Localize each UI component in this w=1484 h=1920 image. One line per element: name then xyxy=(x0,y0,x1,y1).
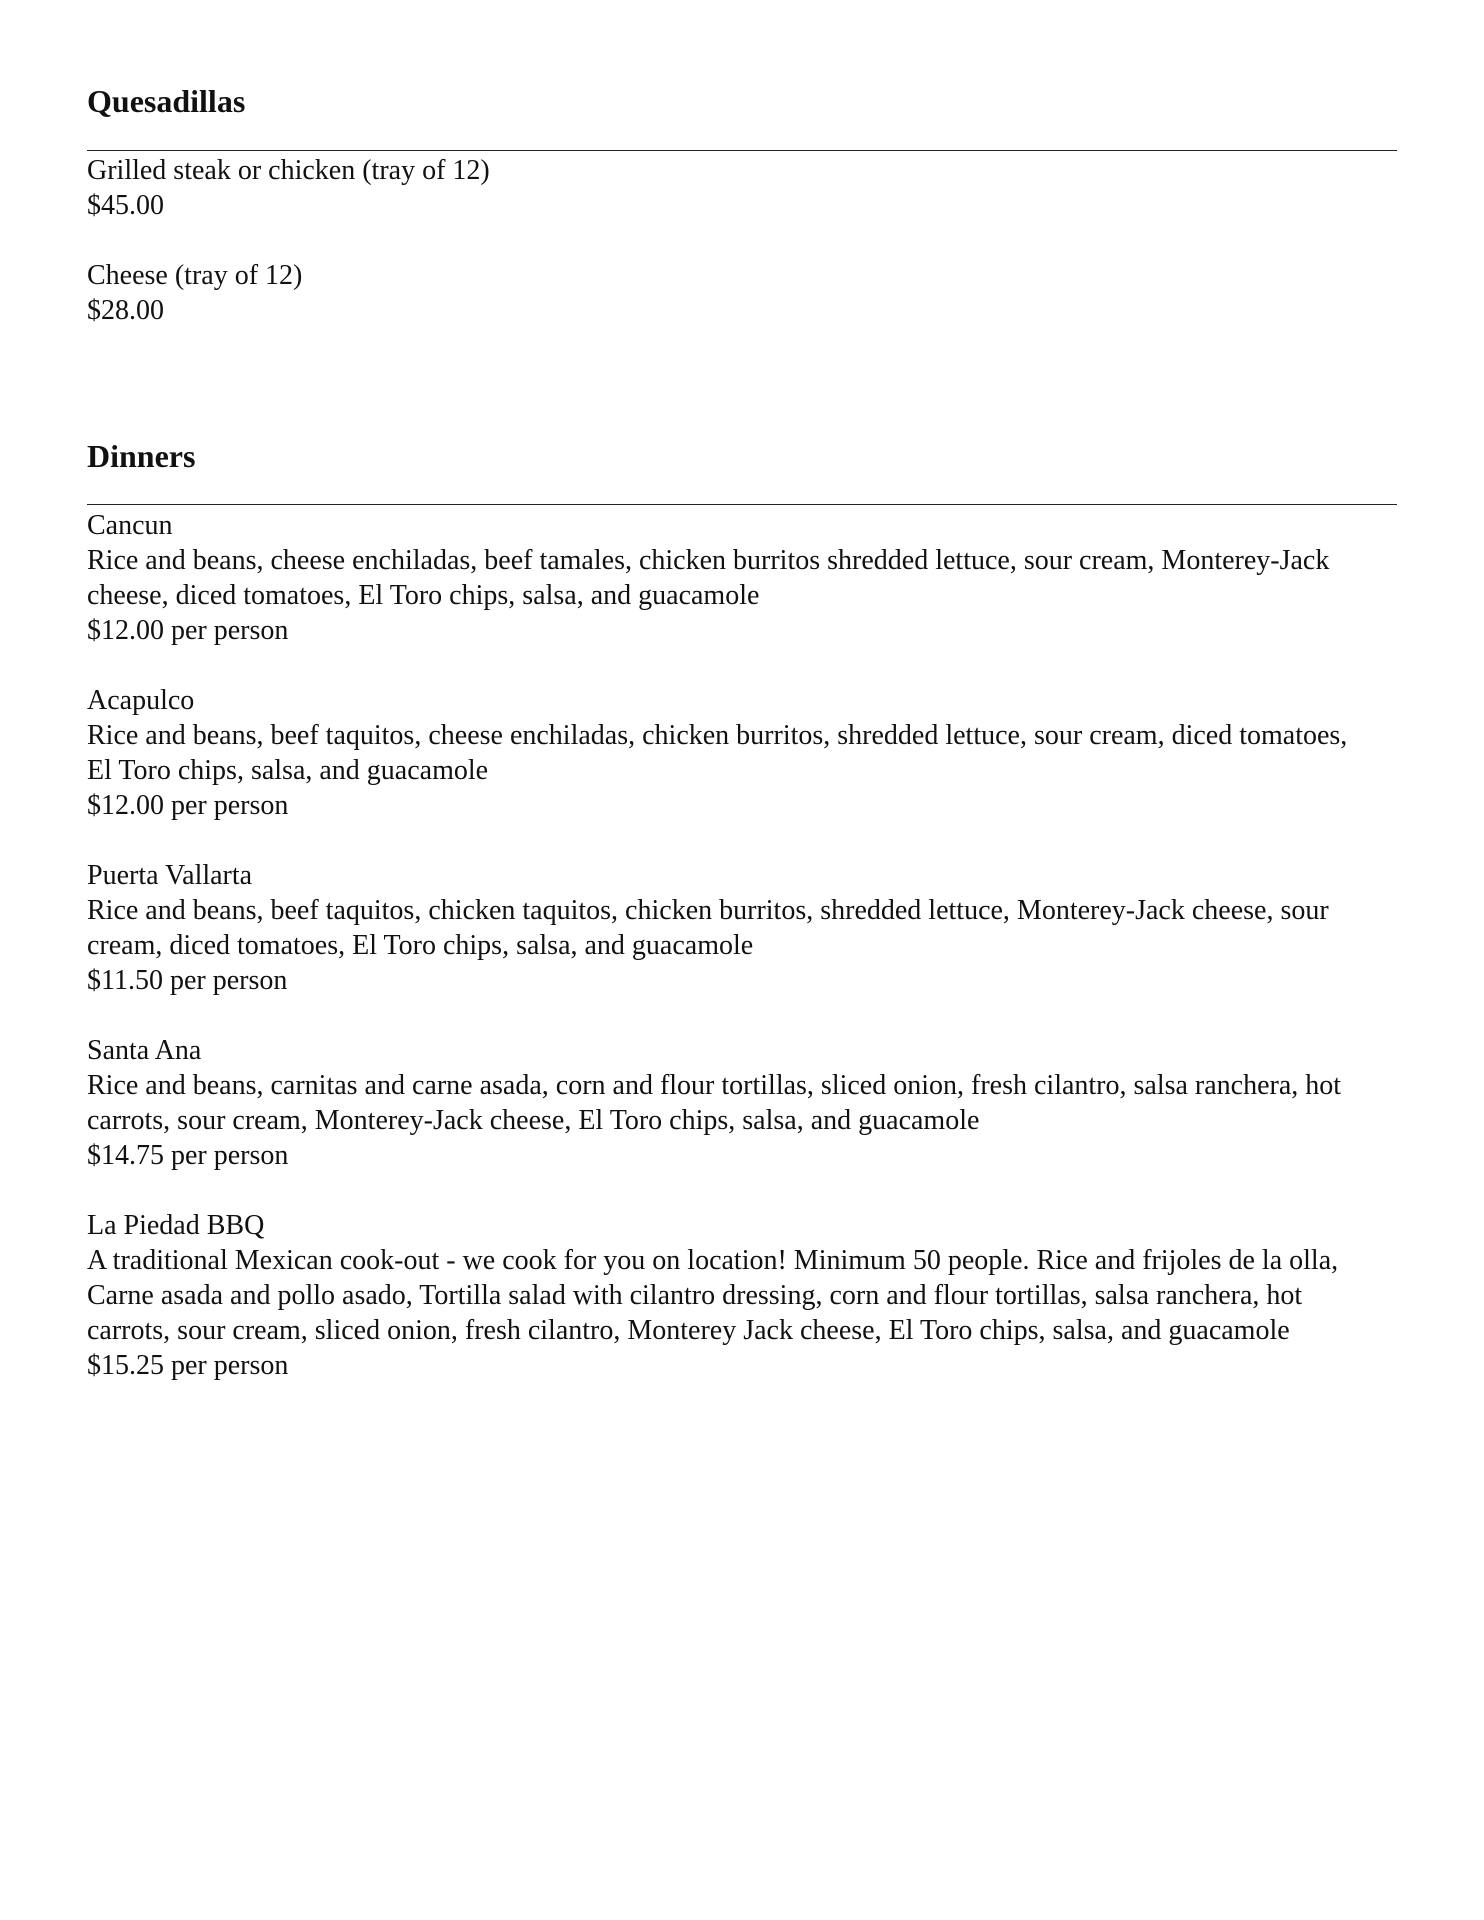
menu-item xyxy=(87,1208,1347,1383)
menu-item-price: $12.00 per person xyxy=(87,615,289,646)
menu-item-price: $15.25 per person xyxy=(87,1350,289,1381)
menu-item-price: $11.50 per person xyxy=(87,965,288,996)
menu-item-description-line: Rice and beans, beef taquitos, chicken taquitos, chicken burritos, shredded lettuce, Monterey-Jack cheese, sour xyxy=(87,895,1329,926)
menu-item-name: Cheese (tray of 12) xyxy=(87,260,303,291)
menu-item-price: $45.00 xyxy=(87,190,164,221)
quesadillas-list xyxy=(87,153,490,328)
menu-item-name: Cancun xyxy=(87,510,173,541)
menu-item-description-line: A traditional Mexican cook-out - we cook for you on location! Minimum 50 people. Rice and frijoles de la olla, xyxy=(87,1245,1339,1276)
menu-item-name: Acapulco xyxy=(87,685,195,716)
section-title-dinners: Dinners xyxy=(87,438,196,474)
menu-item-description-line: Rice and beans, carnitas and carne asada, corn and flour tortillas, sliced onion, fresh cilantro, salsa ranchera, hot xyxy=(87,1070,1342,1101)
section-divider xyxy=(87,504,1397,505)
menu-item-description-line: Carne asada and pollo asado, Tortilla salad with cilantro dressing, corn and flour tortillas, salsa ranchera, hot xyxy=(87,1280,1303,1311)
menu-item-price: $28.00 xyxy=(87,295,164,326)
menu-item-description-line: cream, diced tomatoes, El Toro chips, salsa, and guacamole xyxy=(87,930,754,961)
menu-item-name: Grilled steak or chicken (tray of 12) xyxy=(87,155,490,186)
menu-item-price: $12.00 per person xyxy=(87,790,289,821)
menu-item-name: Santa Ana xyxy=(87,1035,202,1066)
menu-item xyxy=(87,858,1347,998)
menu-item-description-line: cheese, diced tomatoes, El Toro chips, salsa, and guacamole xyxy=(87,580,760,611)
dinners-list xyxy=(87,508,1347,1383)
menu-item-description-line: carrots, sour cream, Monterey-Jack cheese, El Toro chips, salsa, and guacamole xyxy=(87,1105,980,1136)
menu-item xyxy=(87,508,1347,648)
menu-item xyxy=(87,258,490,328)
menu-item-description-line: El Toro chips, salsa, and guacamole xyxy=(87,755,489,786)
menu-item-description-line: Rice and beans, cheese enchiladas, beef tamales, chicken burritos shredded lettuce, sour cream, Monterey-Jack xyxy=(87,545,1330,576)
section-title-quesadillas: Quesadillas xyxy=(87,83,246,119)
menu-item-name: La Piedad BBQ xyxy=(87,1210,265,1241)
section-divider xyxy=(87,150,1397,151)
menu-item-price: $14.75 per person xyxy=(87,1140,289,1171)
menu-item-description-line: Rice and beans, beef taquitos, cheese enchiladas, chicken burritos, shredded lettuce, sour cream, diced tomatoes, xyxy=(87,720,1348,751)
menu-item xyxy=(87,1033,1347,1173)
menu-item-name: Puerta Vallarta xyxy=(87,860,253,891)
menu-item xyxy=(87,153,490,223)
menu-item-description-line: carrots, sour cream, sliced onion, fresh cilantro, Monterey Jack cheese, El Toro chips, salsa, and guacamole xyxy=(87,1315,1290,1346)
menu-item xyxy=(87,683,1347,823)
